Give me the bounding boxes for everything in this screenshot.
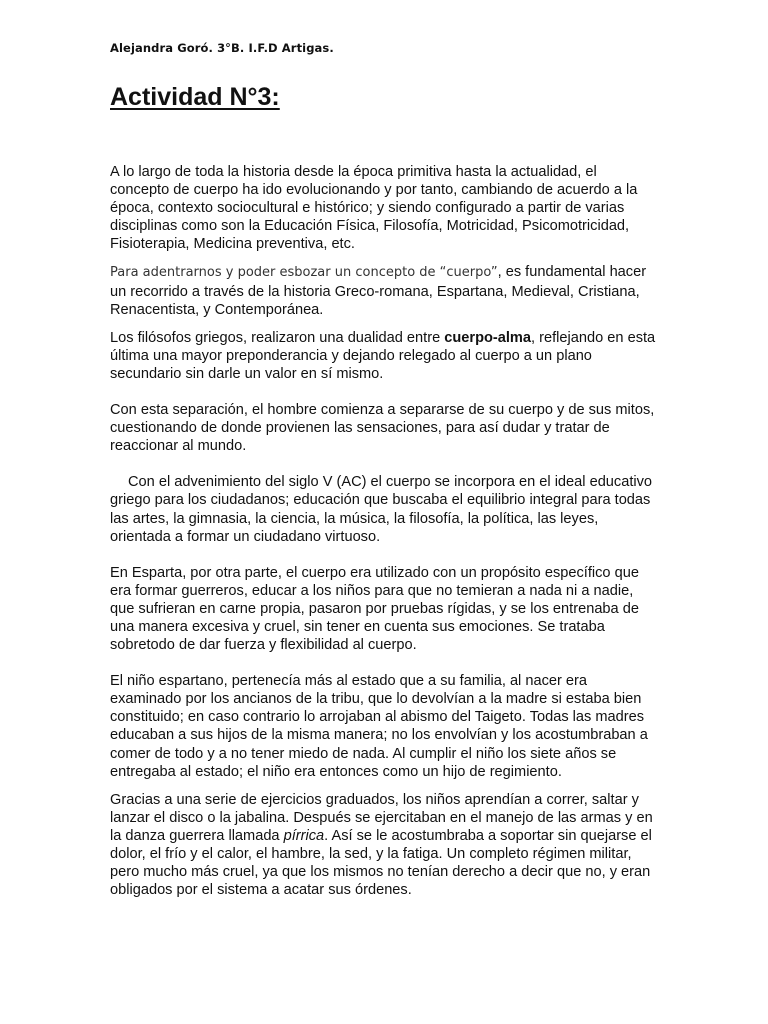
paragraph-greek-dualism xyxy=(110,329,656,383)
author-header: Alejandra Goró. 3°B. I.F.D Artigas. xyxy=(110,41,334,55)
paragraph-ejercicios xyxy=(110,791,656,900)
emphasis-pirrica: pírrica xyxy=(283,827,325,844)
paragraph-history-overview xyxy=(110,263,656,318)
paragraph-esparta: En Esparta, por otra parte, el cuerpo era utilizado con un propósito específico que era formar guerreros, educar a los niños para que no temieran a nada ni a nadie, que sufrieran en carne propia, pasaron por pruebas rígidas, y se los entrenaba de una manera excesiva y cruel, sin tener en cuenta sus emociones. Se trataba sobretodo de dar fuerza y flexibilidad al cuerpo. xyxy=(110,564,639,654)
paragraph-text: , es fundamental hacer un recorrido a través de la historia Greco-romana, Espartana, Medieval, Cristiana, Renacentista, y Contemporánea. xyxy=(110,264,647,318)
paragraph-text: , reflejando en esta última una mayor preponderancia y dejando relegado al cuerpo a un plano secundario sin darle un valor en sí mismo. xyxy=(110,329,656,382)
paragraph-text: . Así se le acostumbraba a soportar sin quejarse el dolor, el frío y el calor, el hambre, la sed, y la fatiga. Un completo régimen militar, pero mucho más cruel, ya que los mismos no tenían derecho a decir que no, y eran obligados por el sistema a acatar sus órdenes. xyxy=(110,827,652,899)
paragraph-siglo-v: Con el advenimiento del siglo V (AC) el cuerpo se incorpora en el ideal educativo griego para los ciudadanos; educación que buscaba el equilibrio integral para todas las artes, la gimnasia, la ciencia, la música, la filosofía, la política, las leyes, orientada a formar un ciudadano virtuoso. xyxy=(110,474,653,545)
paragraph-separation: Con esta separación, el hombre comienza a separarse de su cuerpo y de sus mitos, cuestionando de donde provienen las sensaciones, para así dudar y tratar de reaccionar al mundo. xyxy=(110,402,655,455)
paragraph-nino-espartano: El niño espartano, pertenecía más al estado que a su familia, al nacer era examinado por los ancianos de la tribu, que lo devolvían a la madre si estaba bien constituido; en caso contrario lo arrojaban al abismo del Taigeto. Todas las madres educaban a sus hijos de la misma manera; no los envolvían y los acostumbraban a comer de todo y a no tener miedo de nada. Al cumplir el niño los siete años se entregaba al estado; el niño era entonces como un hijo de regimiento. xyxy=(110,673,648,780)
page-title: Actividad N°3: xyxy=(110,83,280,111)
document-body xyxy=(110,163,656,899)
emphasis-cuerpo-alma: cuerpo-alma xyxy=(444,329,532,346)
paragraph-text: Los filósofos griegos, realizaron una dualidad entre xyxy=(110,329,445,346)
paragraph-text: Gracias a una serie de ejercicios graduados, los niños aprendían a correr, saltar y lanzar el disco o la jabalina. Después se ejercitaban en el manejo de las armas y en la danza guerrera llamada xyxy=(110,791,653,844)
paragraph-lead-text: Para adentrarnos y poder esbozar un concepto de “cuerpo” xyxy=(110,265,498,281)
paragraph-intro: A lo largo de toda la historia desde la época primitiva hasta la actualidad, el concepto de cuerpo ha ido evolucionando y por tanto, cambiando de acuerdo a la época, contexto sociocultural e histórico; y siendo configurado a partir de varias disciplinas como son la Educación Física, Filosofía, Motricidad, Psicomotricidad, Fisioterapia, Medicina preventiva, etc. xyxy=(110,164,638,253)
